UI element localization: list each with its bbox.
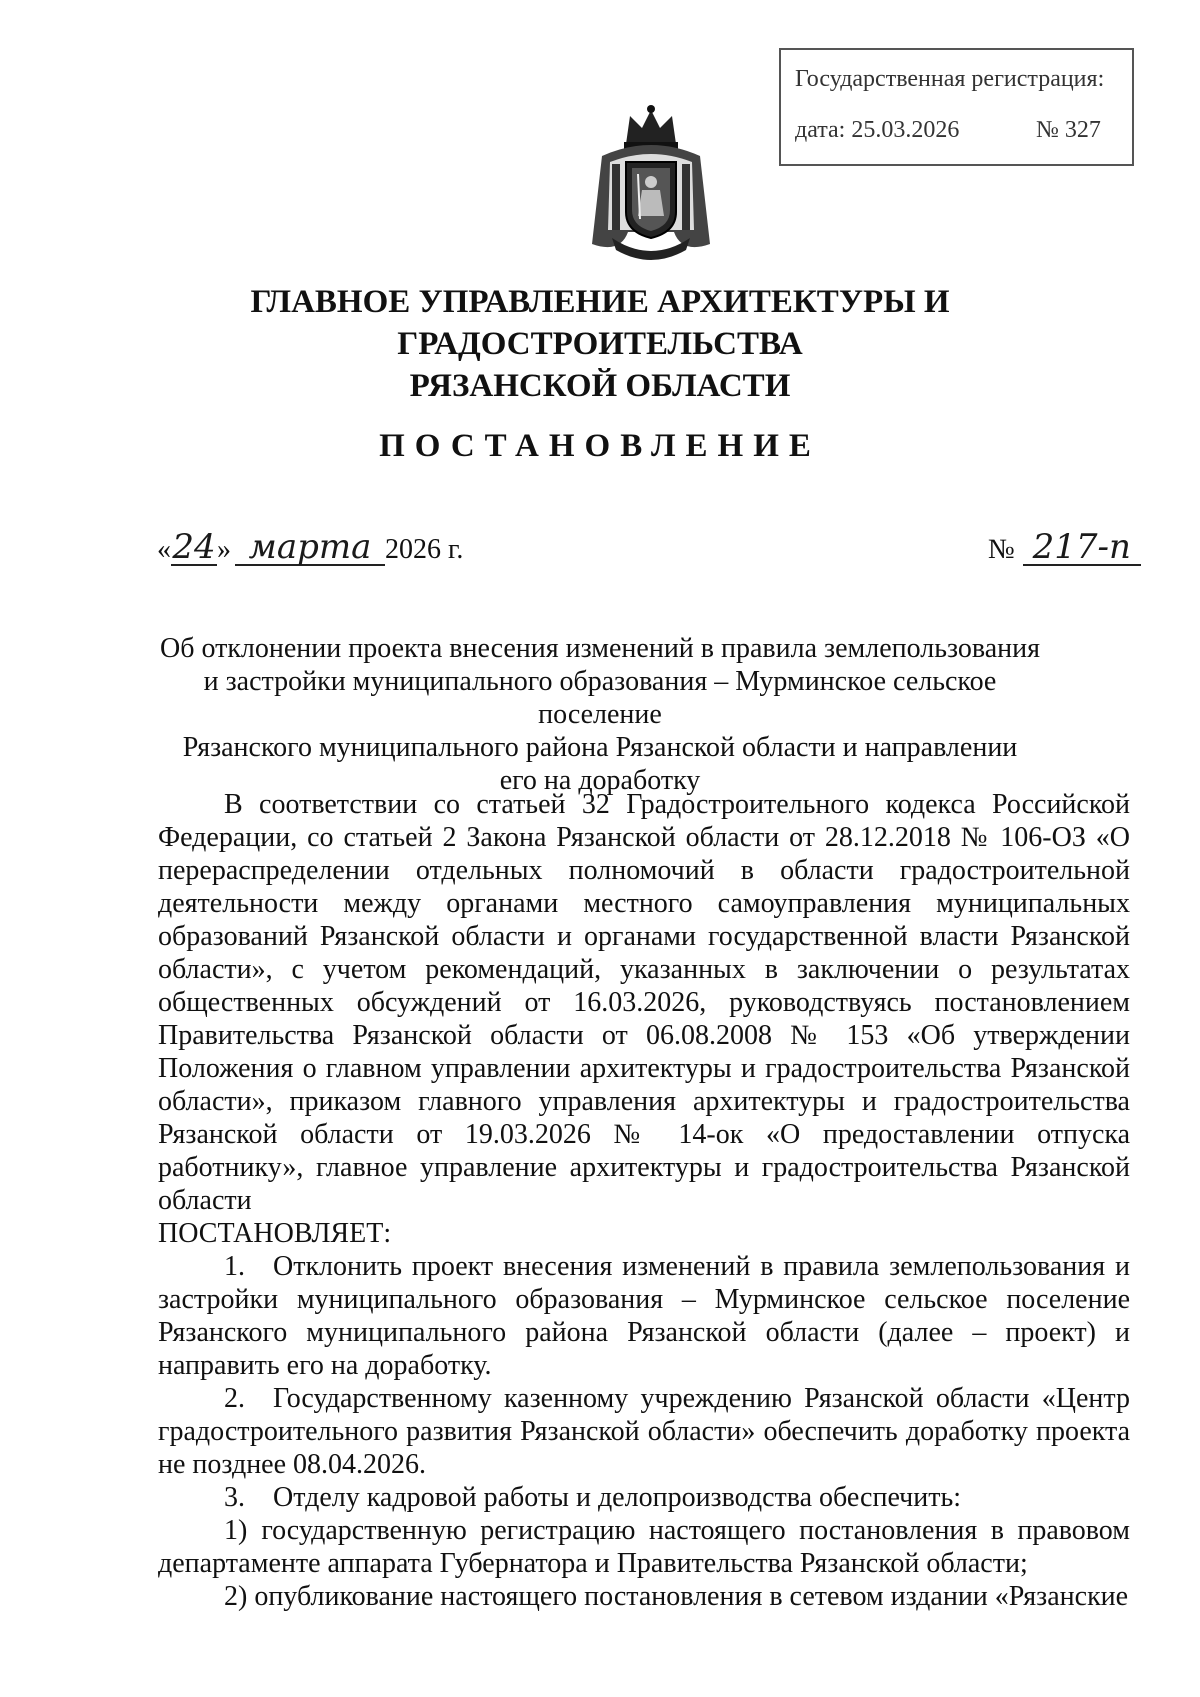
date-year: 2026 г. xyxy=(385,534,464,565)
registration-title: Государственная регистрация: xyxy=(795,66,1105,92)
document-number xyxy=(988,527,1141,567)
organization-title-line2: РЯЗАНСКОЙ ОБЛАСТИ xyxy=(409,368,791,404)
date-day-handwritten: 24 xyxy=(172,527,216,567)
registration-stamp xyxy=(779,48,1134,166)
organization-title-line1: ГЛАВНОЕ УПРАВЛЕНИЕ АРХИТЕКТУРЫ И ГРАДОСТРОИТЕЛЬСТВА xyxy=(250,284,950,362)
registration-date: дата: 25.03.2026 xyxy=(795,117,960,143)
subject-line: Об отклонении проекта внесения изменений в правила землепользования xyxy=(159,633,1041,664)
document-subject xyxy=(150,632,1050,797)
decree-word: ПОСТАНОВЛЯЕТ: xyxy=(158,1218,392,1249)
organization-title xyxy=(60,281,1140,407)
document-type-heading: ПОСТАНОВЛЕНИЕ xyxy=(379,428,821,464)
decree-item: 2. Государственному казенному учреждению Рязанской области «Центр градостроительного развития Рязанской области» обеспечить доработку проекта не позднее 08.04.2026. xyxy=(158,1383,1130,1480)
document-body xyxy=(158,788,1130,1613)
subject-line: его на доработку xyxy=(499,765,701,796)
subject-line: Рязанского муниципального района Рязанской области и направлении xyxy=(182,732,1018,763)
decree-item: 1. Отклонить проект внесения изменений в правила землепользования и застройки муниципального образования – Мурминское сельское поселение Рязанского муниципального района Рязанской области (далее – проект) и направить его на доработку. xyxy=(158,1251,1130,1381)
coat-of-arms-icon xyxy=(582,104,720,266)
number-label: № xyxy=(988,534,1015,565)
number-handwritten: 217-п xyxy=(1023,530,1141,566)
date-close-quote: » xyxy=(217,534,231,565)
decree-subitem: 2) опубликование настоящего постановления в сетевом издании «Рязанские xyxy=(224,1581,1129,1612)
registration-number: № 327 xyxy=(1036,117,1101,143)
document-date xyxy=(157,527,464,567)
decree-subitem: 1) государственную регистрацию настоящего постановления в правовом департаменте аппарата Губернатора и Правительства Рязанской области; xyxy=(158,1515,1130,1579)
date-month-handwritten: марта xyxy=(235,530,385,566)
decree-item: 3. Отделу кадровой работы и делопроизводства обеспечить: xyxy=(224,1482,962,1513)
preamble-paragraph: В соответствии со статьей 32 Градостроительного кодекса Российской Федерации, со статьей 2 Закона Рязанской области от 28.12.2018 № 106-ОЗ «О перераспределении отдельных полномочий в области градостроительной деятельности между органами местного самоуправления муниципальных образований Рязанской области и органами государственной власти Рязанской области», с учетом рекомендаций, указанных в заключении о результатах общественных обсуждений от 16.03.2026, руководствуясь постановлением Правительства Рязанской области от 06.08.2008 № 153 «Об утверждении Положения о главном управлении архитектуры и градостроительства Рязанской области», приказом главного управления архитектуры и градостроительства Рязанской области от 19.03.2026 № 14-ок «О предоставлении отпуска работнику», главное управление архитектуры и градостроительства Рязанской области xyxy=(158,789,1130,1216)
subject-line: и застройки муниципального образования – Мурминское сельское поселение xyxy=(203,666,997,730)
date-open-quote: « xyxy=(157,534,171,565)
